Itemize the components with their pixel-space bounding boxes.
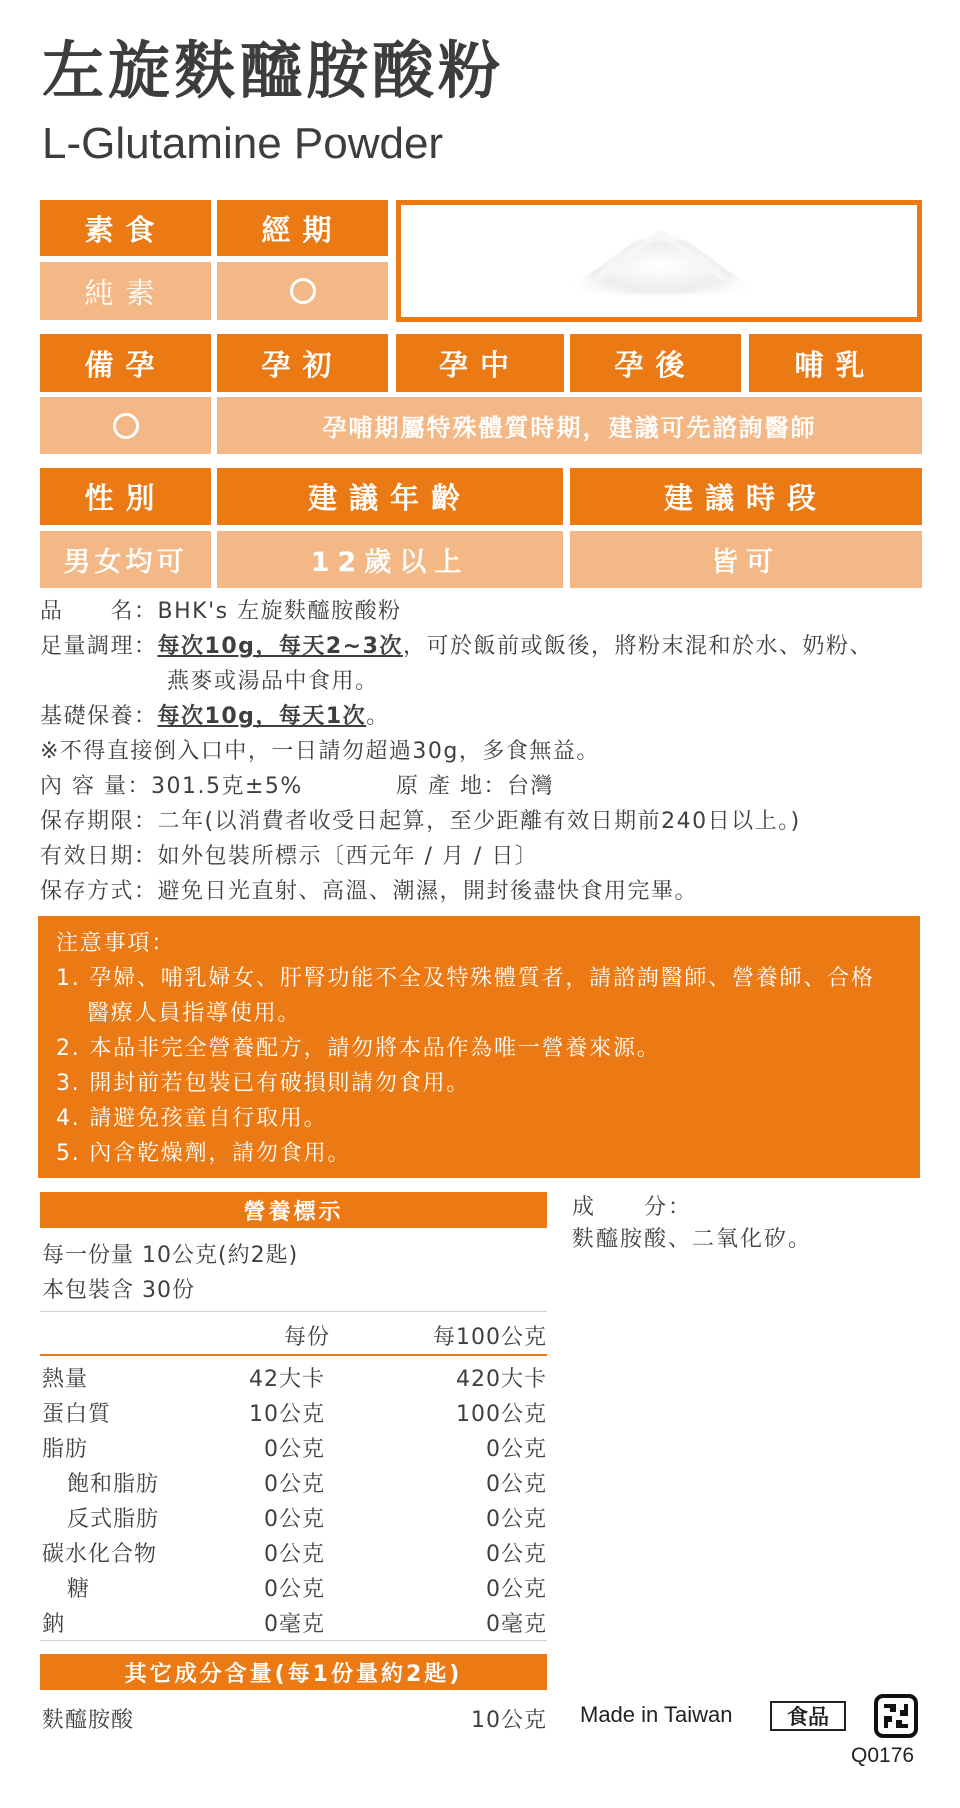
basic-value-underlined: 每次10g，每天1次 xyxy=(157,704,367,729)
nutrient-per-serving: 10公克 xyxy=(249,1402,325,1427)
nutrient-per-100g: 0公克 xyxy=(486,1577,547,1602)
nutrient-per-100g: 0公克 xyxy=(486,1437,547,1462)
other-ingredient-value: 10公克 xyxy=(471,1708,547,1733)
prep-header: 備孕 xyxy=(40,334,211,392)
dose-value-rest: ，可於飯前或飯後，將粉末混和於水、奶粉、 xyxy=(402,634,873,659)
info-storage xyxy=(40,877,698,907)
pregnancy-note: 孕哺期屬特殊體質時期，建議可先諮詢醫師 xyxy=(217,397,922,454)
age-value: 12歲以上 xyxy=(217,531,563,588)
basic-value-rest: 。 xyxy=(366,704,390,729)
name-label: 品 名： xyxy=(40,599,158,624)
dose-label: 足量調理： xyxy=(40,634,158,659)
time-header: 建議時段 xyxy=(570,468,922,525)
nutrient-name: 飽和脂肪 xyxy=(67,1472,160,1497)
period-value xyxy=(217,262,388,320)
name-value: BHK's 左旋麩醯胺酸粉 xyxy=(157,599,402,624)
precaution-2: 2. 本品非完全營養配方，請勿將本品作為唯一營養來源。 xyxy=(56,1036,661,1061)
nutrient-name: 糖 xyxy=(67,1577,91,1602)
expiry-value: 如外包裝所標示〔西元年 / 月 / 日〕 xyxy=(157,844,539,869)
other-ingredients-title: 其它成分含量(每1份量約2匙) xyxy=(40,1654,547,1690)
nutrient-name: 鈉 xyxy=(42,1612,66,1637)
info-name xyxy=(40,597,402,627)
product-photo xyxy=(396,200,922,322)
nutrient-name: 反式脂肪 xyxy=(67,1507,160,1532)
info-shelf xyxy=(40,807,801,837)
nutrient-per-serving: 0公克 xyxy=(264,1507,325,1532)
info-content xyxy=(40,772,303,802)
product-title-en: L-Glutamine Powder xyxy=(42,119,444,168)
info-dose xyxy=(40,632,873,662)
col-per-serving: 每份 xyxy=(283,1325,330,1350)
nutrient-per-serving: 0公克 xyxy=(264,1577,325,1602)
precaution-4: 4. 請避免孩童自行取用。 xyxy=(56,1106,328,1131)
nutrient-per-100g: 0公克 xyxy=(486,1507,547,1532)
veg-header: 素食 xyxy=(40,200,211,256)
warning-text: ※不得直接倒入口中，一日請勿超過30g，多食無益。 xyxy=(40,739,600,764)
ingredients-label: 成 分： xyxy=(572,1195,693,1220)
nursing-header: 哺乳 xyxy=(749,334,922,392)
circle-mark-icon xyxy=(290,278,316,304)
nutrient-per-serving: 0公克 xyxy=(264,1542,325,1567)
gender-header: 性別 xyxy=(40,468,211,525)
basic-label: 基礎保養： xyxy=(40,704,158,729)
nutrition-title: 營養標示 xyxy=(40,1192,547,1228)
servings-per-package: 本包裝含 30份 xyxy=(42,1278,195,1303)
shelf-value: 二年(以消費者收受日起算，至少距離有效日期前240日以上。) xyxy=(157,809,801,834)
divider xyxy=(40,1354,547,1356)
nutrient-name: 熱量 xyxy=(42,1367,89,1392)
origin-label: 原 產 地： xyxy=(396,774,507,799)
ingredients-value: 麩醯胺酸、二氧化矽。 xyxy=(572,1227,813,1252)
food-badge: 食品 xyxy=(770,1701,846,1731)
made-in-label: Made in Taiwan xyxy=(580,1702,733,1727)
info-expiry xyxy=(40,842,538,872)
shelf-label: 保存期限： xyxy=(40,809,158,834)
nutrient-name: 脂肪 xyxy=(42,1437,89,1462)
nutrient-per-100g: 0毫克 xyxy=(486,1612,547,1637)
precautions-box xyxy=(38,916,920,1178)
col-per-100g: 每100公克 xyxy=(433,1325,547,1350)
storage-label: 保存方式： xyxy=(40,879,158,904)
info-basic xyxy=(40,702,390,732)
storage-value: 避免日光直射、高溫、潮濕，開封後盡快食用完畢。 xyxy=(157,879,699,904)
powder-pile-image xyxy=(556,219,766,301)
dose-line2: 燕麥或湯品中食用。 xyxy=(167,669,379,694)
info-origin xyxy=(396,772,554,802)
nutrient-per-100g: 0公克 xyxy=(486,1472,547,1497)
precaution-3: 3. 開封前若包裝已有破損則請勿食用。 xyxy=(56,1071,471,1096)
nutrient-per-serving: 42大卡 xyxy=(249,1367,325,1392)
nutrient-name: 蛋白質 xyxy=(42,1402,112,1427)
divider xyxy=(40,1311,547,1312)
precaution-5: 5. 內含乾燥劑，請勿食用。 xyxy=(56,1141,352,1166)
precaution-1a: 1. 孕婦、哺乳婦女、肝腎功能不全及特殊體質者，請諮詢醫師、營養師、合格 xyxy=(56,966,875,991)
other-ingredient-name: 麩醯胺酸 xyxy=(42,1708,135,1733)
serving-size: 每一份量 10公克(約2匙) xyxy=(42,1243,299,1268)
nutrient-name: 碳水化合物 xyxy=(42,1542,158,1567)
gender-value: 男女均可 xyxy=(40,531,211,588)
circle-mark-icon xyxy=(113,413,139,439)
content-label: 內 容 量： xyxy=(40,774,151,799)
recycle-icon xyxy=(874,1694,918,1738)
content-value: 301.5克±5% xyxy=(151,774,303,799)
nutrient-per-serving: 0公克 xyxy=(264,1472,325,1497)
mid-pregnancy-header: 孕中 xyxy=(396,334,564,392)
nutrient-per-100g: 100公克 xyxy=(456,1402,547,1427)
origin-value: 台灣 xyxy=(507,774,555,799)
late-pregnancy-header: 孕後 xyxy=(570,334,741,392)
period-header: 經期 xyxy=(217,200,388,256)
early-pregnancy-header: 孕初 xyxy=(217,334,388,392)
time-value: 皆可 xyxy=(570,531,922,588)
divider xyxy=(40,1640,547,1641)
product-code: Q0176 xyxy=(851,1744,915,1767)
prep-value xyxy=(40,397,211,454)
dose-value-underlined: 每次10g，每天2~3次 xyxy=(157,634,403,659)
age-header: 建議年齡 xyxy=(217,468,563,525)
nutrient-per-serving: 0公克 xyxy=(264,1437,325,1462)
nutrient-per-100g: 0公克 xyxy=(486,1542,547,1567)
nutrient-per-100g: 420大卡 xyxy=(456,1367,547,1392)
veg-value: 純素 xyxy=(40,262,211,320)
precaution-1b: 醫療人員指導使用。 xyxy=(87,1001,302,1026)
expiry-label: 有效日期： xyxy=(40,844,158,869)
nutrient-per-serving: 0毫克 xyxy=(264,1612,325,1637)
product-title-zh: 左旋麩醯胺酸粉 xyxy=(42,34,505,107)
precautions-title: 注意事項： xyxy=(56,931,176,956)
